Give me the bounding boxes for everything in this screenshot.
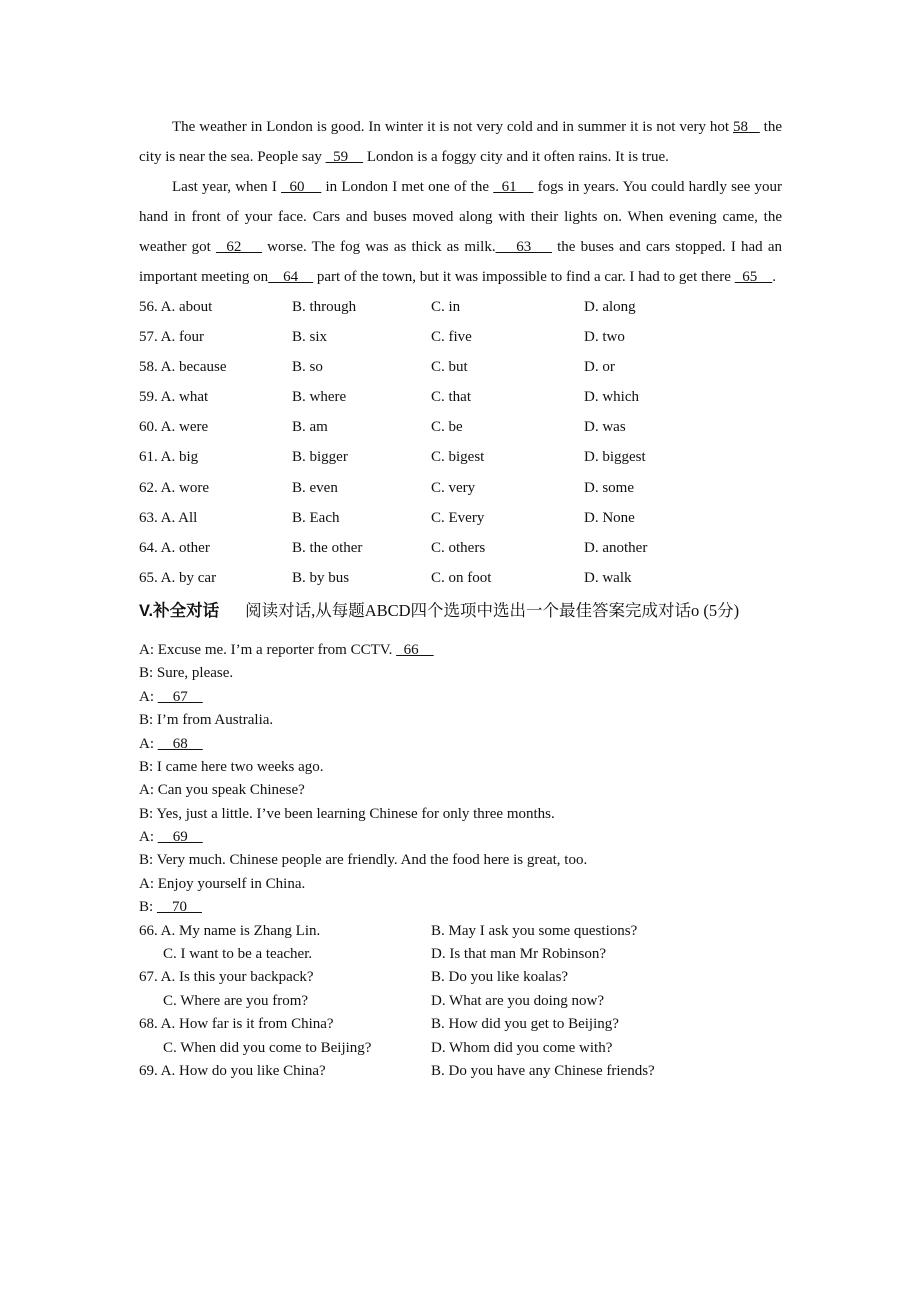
dialog-line	[139, 826, 782, 849]
dialog-text: B: Sure, please.	[139, 665, 234, 682]
blank-69: 69	[157, 829, 203, 846]
blank-64: 64	[268, 269, 314, 285]
option-b: B. where	[292, 389, 347, 406]
option-a: 59. A. what	[139, 389, 209, 406]
option-d: D. which	[584, 389, 639, 406]
dialog-line	[139, 803, 782, 826]
question-row	[139, 292, 782, 322]
blank-62: 62	[215, 239, 263, 255]
option-left: 67. A. Is this your backpack?	[139, 969, 314, 986]
question-row	[139, 352, 782, 382]
question-row	[139, 533, 782, 563]
multiple-choice-list	[139, 292, 782, 593]
option-right: B. Do you like koalas?	[431, 969, 569, 986]
option-d: D. two	[584, 329, 625, 346]
blank-59: 59	[325, 149, 364, 165]
section-title: V.补全对话	[139, 601, 220, 620]
passage-text: worse. The fog was as thick as milk.	[262, 239, 496, 255]
option-left: C. Where are you from?	[163, 992, 309, 1009]
option-a: 65. A. by car	[139, 569, 217, 586]
dialog-text: A: Can you speak Chinese?	[139, 782, 305, 799]
dialog-question-row	[139, 990, 782, 1013]
question-row	[139, 442, 782, 472]
passage-text: part of the town, but it was impossible to find a car. I had to get there	[313, 269, 735, 285]
option-b: B. even	[292, 479, 338, 496]
dialog-question-row	[139, 920, 782, 943]
option-b: B. Each	[292, 509, 340, 526]
option-left: C. When did you come to Beijing?	[163, 1039, 372, 1056]
dialog-text: B:	[139, 899, 157, 916]
dialog-line	[139, 779, 782, 802]
blank-70: 70	[156, 899, 202, 916]
dialog-line	[139, 896, 782, 919]
passage-text: London is a foggy city and it often rains. It is true.	[363, 149, 669, 165]
question-row	[139, 412, 782, 442]
dialog-text: A:	[139, 829, 158, 846]
option-left: 68. A. How far is it from China?	[139, 1016, 334, 1033]
section-heading	[139, 596, 782, 626]
option-c: C. be	[431, 419, 463, 436]
passage-text: in London I met one of the	[321, 179, 494, 195]
option-c: C. but	[431, 359, 468, 376]
option-d: D. or	[584, 359, 615, 376]
blank-61: 61	[493, 179, 534, 195]
question-row	[139, 382, 782, 412]
option-b: B. bigger	[292, 449, 348, 466]
dialog-question-row	[139, 966, 782, 989]
passage-text: Last year, when I	[172, 179, 282, 195]
option-right: D. Is that man Mr Robinson?	[431, 946, 606, 963]
option-right: D. What are you doing now?	[431, 992, 605, 1009]
option-c: C. in	[431, 299, 461, 315]
blank-63: 63	[495, 239, 552, 255]
option-b: B. so	[292, 359, 323, 376]
exam-page	[139, 112, 782, 1083]
dialog-line	[139, 756, 782, 779]
option-b: B. am	[292, 419, 328, 436]
option-right: B. May I ask you some questions?	[431, 922, 638, 939]
dialog-text: A: Excuse me. I’m a reporter from CCTV.	[139, 641, 397, 658]
dialog-line	[139, 686, 782, 709]
passage-text: The weather in London is good. In winter it is not very cold and in summer it is not very hot	[172, 119, 733, 135]
option-a: 63. A. All	[139, 509, 198, 526]
dialog-question-row	[139, 1013, 782, 1036]
blank-58: 58	[733, 119, 760, 135]
option-a: 57. A. four	[139, 329, 204, 346]
dialog-text: A:	[139, 735, 158, 752]
dialog-text: A:	[139, 688, 158, 705]
option-a: 56. A. about	[139, 299, 213, 315]
dialog	[139, 639, 782, 1083]
option-a: 61. A. big	[139, 449, 199, 466]
option-b: B. six	[292, 329, 328, 346]
passage-paragraph-2	[139, 172, 782, 292]
option-d: D. biggest	[584, 449, 646, 466]
option-d: D. was	[584, 419, 626, 436]
blank-65: 65	[734, 269, 773, 285]
dialog-line	[139, 639, 782, 662]
passage-text: .	[772, 269, 776, 285]
dialog-question-row	[139, 1037, 782, 1060]
option-d: D. None	[584, 509, 635, 526]
option-a: 64. A. other	[139, 539, 210, 556]
dialog-text: A: Enjoy yourself in China.	[139, 875, 306, 892]
blank-60: 60	[281, 179, 322, 195]
blank-68: 68	[157, 735, 203, 752]
dialog-question-row	[139, 943, 782, 966]
option-a: 58. A. because	[139, 359, 227, 376]
option-c: C. five	[431, 329, 472, 346]
dialog-line	[139, 733, 782, 756]
option-c: C. that	[431, 389, 471, 406]
option-c: C. others	[431, 539, 486, 556]
option-b: B. the other	[292, 539, 363, 556]
option-d: D. along	[584, 299, 636, 315]
blank-67: 67	[157, 688, 203, 705]
dialog-question-row	[139, 1060, 782, 1083]
question-row	[139, 473, 782, 503]
dialog-text: B: Very much. Chinese people are friendly. And the food here is great, too.	[139, 852, 588, 869]
option-c: C. Every	[431, 509, 485, 526]
option-d: D. walk	[584, 569, 632, 586]
question-row	[139, 563, 782, 593]
dialog-line	[139, 849, 782, 872]
option-d: D. another	[584, 539, 648, 556]
dialog-text: B: Yes, just a little. I’ve been learning Chinese for only three months.	[139, 805, 555, 822]
option-b: B. through	[292, 299, 357, 315]
option-left: 69. A. How do you like China?	[139, 1062, 326, 1079]
section-instruction: 阅读对话,从每题ABCD四个选项中选出一个最佳答案完成对话o (5分)	[245, 600, 740, 620]
option-b: B. by bus	[292, 569, 350, 586]
passage-text: the buses and cars stopped. I had an important meeting on	[139, 239, 783, 285]
blank-66: 66	[396, 641, 434, 658]
option-a: 60. A. were	[139, 419, 209, 436]
option-a: 62. A. wore	[139, 479, 209, 496]
option-left: 66. A. My name is Zhang Lin.	[139, 922, 321, 939]
option-right: B. How did you get to Beijing?	[431, 1016, 619, 1033]
dialog-text: B: I came here two weeks ago.	[139, 758, 324, 775]
passage-text: fogs in years. You could hardly see your hand in front of your face. Cars and buses moved along with their lights on. When evening came, the weather got	[139, 179, 783, 255]
option-right: B. Do you have any Chinese friends?	[431, 1062, 655, 1079]
dialog-line	[139, 709, 782, 732]
passage-text: the city is near the sea. People say	[139, 119, 783, 165]
dialog-line	[139, 662, 782, 685]
option-c: C. very	[431, 479, 476, 496]
option-c: C. on foot	[431, 569, 492, 586]
option-c: C. bigest	[431, 449, 485, 466]
option-left: C. I want to be a teacher.	[163, 946, 313, 963]
passage-paragraph-1	[139, 112, 782, 172]
dialog-text: B: I’m from Australia.	[139, 712, 274, 729]
option-right: D. Whom did you come with?	[431, 1039, 613, 1056]
option-d: D. some	[584, 479, 634, 496]
question-row	[139, 322, 782, 352]
question-row	[139, 503, 782, 533]
dialog-line	[139, 873, 782, 896]
